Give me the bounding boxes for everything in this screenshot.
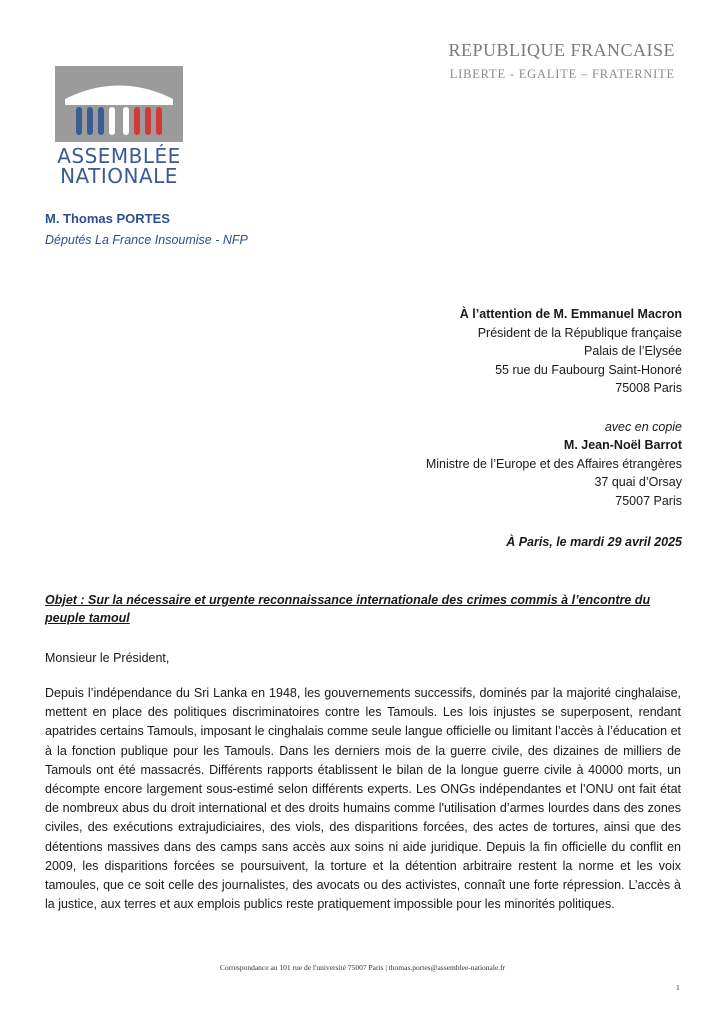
recipient-street: 55 rue du Faubourg Saint-Honoré: [495, 362, 682, 377]
logo-line-1: ASSEMBLÉE: [57, 144, 181, 168]
copy-label: avec en copie: [604, 419, 682, 434]
copy-city: 75007 Paris: [615, 493, 682, 508]
letter-subject: Objet : Sur la nécessaire et urgente reconnaissance internationale des crimes commis à l’encontre du peuple tamoul: [45, 593, 651, 625]
body-paragraph: Depuis l’indépendance du Sri Lanka en 1948, les gouvernements successifs, dominés par la majorité cinghalaise, mettent en place des politiques discriminatoires contre les Tamouls. Les lois injustes se superposent, rendant apatrides certains Tamouls, imposant le cinghalais comme seule langue officielle ou limitant l’accès à l’éducation et à la fonction publique pour les Tamouls. Dans les derniers mois de la guerre civile, des dizaines de milliers de Tamouls ont été massacrés. Différents rapports établissent le bilan de la longue guerre civile à 40000 morts, un décompte encore largement sous-estimé selon différents experts. Les ONGs indépendantes et l’ONU ont fait état de nombreux abus du droit international et des droits humains comme l'utilisation d’armes lourdes dans des zones civiles, des exécutions extrajudiciaires, des viols, des disparitions forcées, des actes de tortures, ainsi que des détentions massives dans des camps sans accès aux soins ni aide juridique. Depuis la fin officielle du conflit en 2009, les disparitions forcées se poursuivent, la torture et la détention arbitraire restent la norme et les voix tamoules, que ce soit celle des journalistes, des avocats ou des activistes, connaît une forte répression. L’accès à la justice, aux terres et aux emplois publics reste pratiquement impossible pour les minorités politiques.: [45, 686, 681, 912]
recipient-role: Président de la République française: [477, 325, 682, 340]
salutation: Monsieur le Président,: [45, 651, 170, 665]
republic-motto: LIBERTE - EGALITE – FRATERNITE: [449, 67, 675, 81]
letter-date: À Paris, le mardi 29 avril 2025: [506, 535, 682, 549]
hemicycle-emblem-icon: [55, 66, 183, 142]
sender-party: Députés La France Insoumise - NFP: [45, 233, 248, 247]
recipient-place: Palais de l’Elysée: [584, 344, 682, 358]
copy-role: Ministre de l’Europe et des Affaires étrangères: [425, 456, 682, 471]
recipient-attention: À l’attention de M. Emmanuel Macron: [459, 307, 682, 321]
logo-line-2: NATIONALE: [60, 164, 178, 188]
copy-name: M. Jean-Noël Barrot: [563, 438, 682, 452]
copy-street: 37 quai d’Orsay: [594, 475, 682, 489]
footer-address: Correspondance au 101 rue de l'université 75007 Paris | thomas.portes@assemblee-nationale.fr: [219, 963, 506, 972]
assemblee-nationale-logo: [55, 66, 183, 186]
recipient-block: [426, 305, 682, 510]
sender-name: M. Thomas PORTES: [45, 211, 170, 226]
page-number: 1: [676, 983, 680, 992]
recipient-city: 75008 Paris: [615, 381, 682, 395]
republic-title: REPUBLIQUE FRANCAISE: [448, 40, 675, 60]
